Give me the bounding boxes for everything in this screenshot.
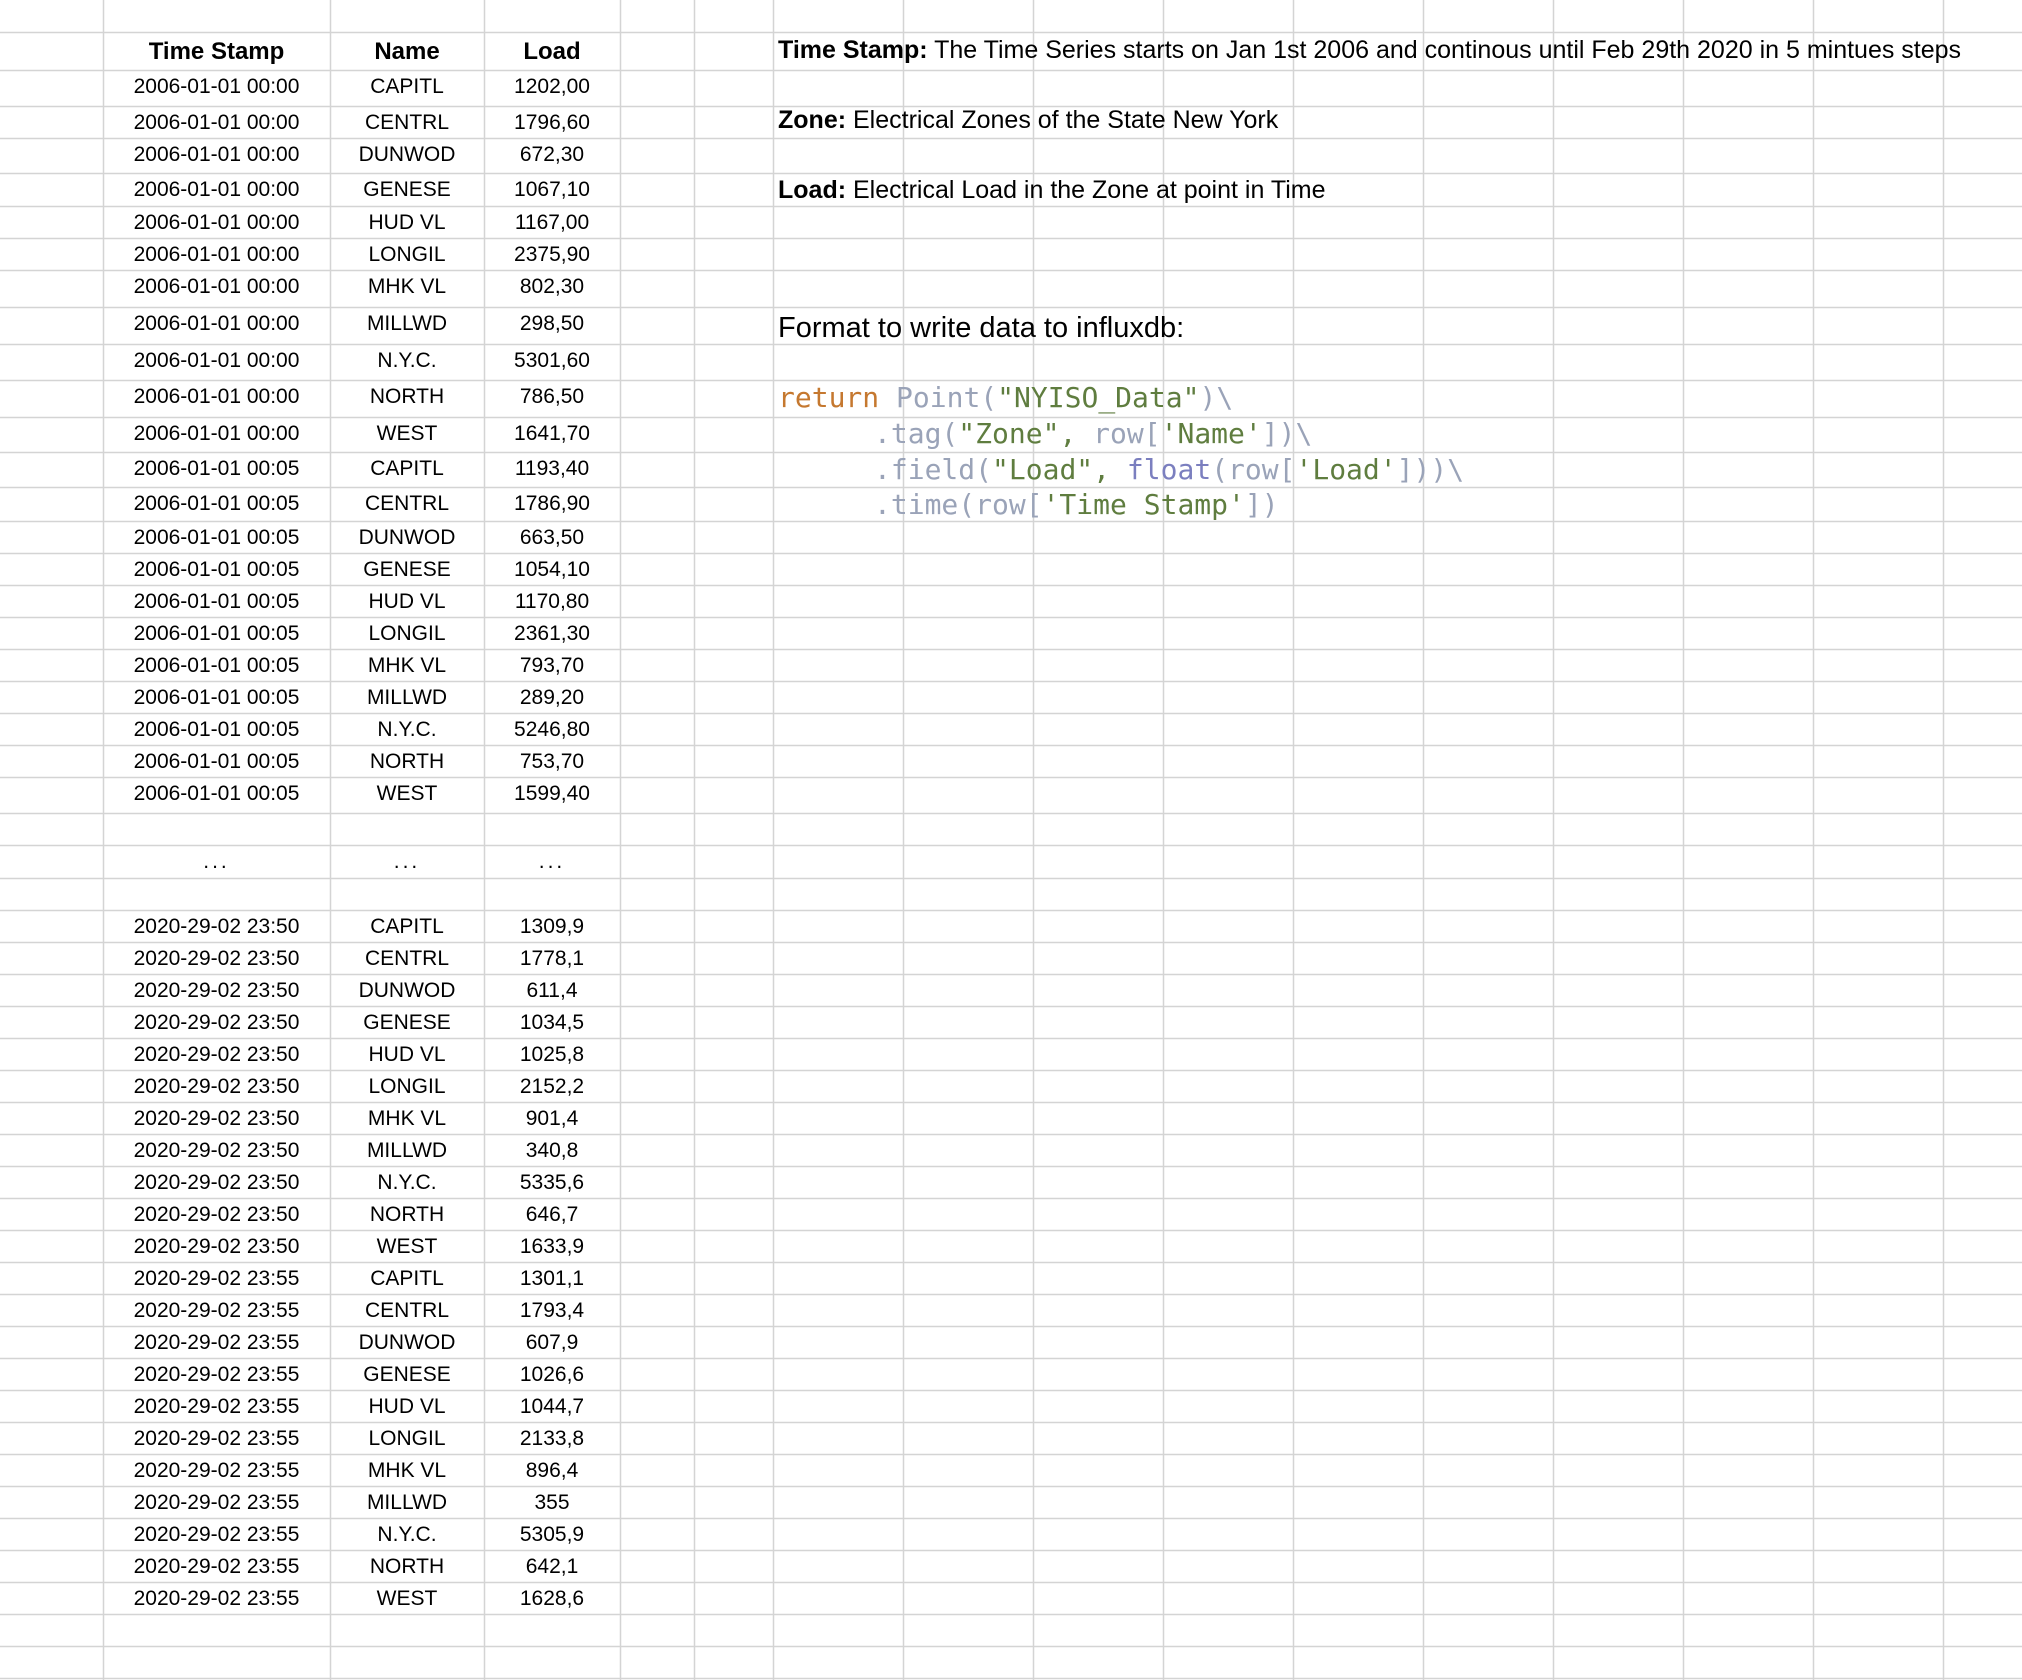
name-cell[interactable]: DUNWOD: [358, 142, 456, 166]
time-stamp-cell[interactable]: 2006-01-01 00:05: [133, 525, 300, 549]
code-line-3: [874, 453, 1465, 486]
code-token: .tag(: [874, 417, 959, 450]
load-cell[interactable]: 1793,4: [519, 1298, 585, 1322]
name-cell[interactable]: CENTRL: [364, 491, 449, 515]
name-cell[interactable]: HUD VL: [368, 210, 446, 234]
time-stamp-cell[interactable]: 2006-01-01 00:05: [133, 557, 300, 581]
load-cell[interactable]: 663,50: [519, 525, 585, 549]
load-cell[interactable]: 1309,9: [519, 914, 585, 938]
code-line-1: [778, 381, 1234, 414]
timestamp-note: [778, 38, 1961, 63]
load-cell[interactable]: 1044,7: [519, 1394, 585, 1418]
time-stamp-cell[interactable]: 2006-01-01 00:05: [133, 653, 300, 677]
name-cell[interactable]: LONGIL: [368, 1426, 446, 1450]
name-cell[interactable]: N.Y.C.: [377, 1170, 437, 1194]
time-stamp-cell[interactable]: 2006-01-01 00:00: [133, 110, 300, 134]
name-cell[interactable]: GENESE: [363, 557, 451, 581]
code-token: "Zone",: [958, 417, 1077, 450]
code-token: row[: [1076, 417, 1161, 450]
code-token: .field(: [874, 453, 993, 486]
load-cell[interactable]: 896,4: [525, 1458, 579, 1482]
name-cell[interactable]: HUD VL: [368, 1042, 446, 1066]
time-stamp-cell[interactable]: 2020-29-02 23:55: [133, 1330, 300, 1354]
load-cell[interactable]: 1641,70: [514, 421, 590, 445]
time-stamp-cell[interactable]: 2006-01-01 00:00: [133, 210, 300, 234]
time-stamp-cell[interactable]: 2006-01-01 00:05: [133, 749, 300, 773]
time-stamp-cell[interactable]: 2006-01-01 00:00: [133, 177, 300, 201]
name-cell[interactable]: GENESE: [363, 177, 451, 201]
load-cell[interactable]: 2133,8: [519, 1426, 585, 1450]
time-stamp-cell[interactable]: 2020-29-02 23:55: [133, 1362, 300, 1386]
time-stamp-cell[interactable]: 2006-01-01 00:05: [133, 589, 300, 613]
zone-note-label: Zone:: [778, 106, 847, 134]
time-stamp-cell[interactable]: 2020-29-02 23:50: [133, 1042, 300, 1066]
time-stamp-cell[interactable]: 2020-29-02 23:50: [133, 1234, 300, 1258]
load-cell[interactable]: 1202,00: [514, 74, 590, 98]
load-cell[interactable]: 1026,6: [519, 1362, 585, 1386]
name-cell[interactable]: DUNWOD: [358, 978, 456, 1002]
load-cell[interactable]: 611,4: [526, 978, 578, 1002]
load-cell[interactable]: 289,20: [519, 685, 585, 709]
load-cell[interactable]: 1778,1: [519, 946, 585, 970]
zone-note: [778, 108, 1278, 133]
name-cell[interactable]: WEST: [376, 781, 438, 805]
header-name[interactable]: Name: [374, 38, 440, 65]
time-stamp-cell[interactable]: 2020-29-02 23:55: [133, 1298, 300, 1322]
load-cell[interactable]: 5246,80: [514, 717, 590, 741]
load-cell[interactable]: 1167,00: [514, 210, 590, 234]
code-token: 'Time Stamp': [1042, 488, 1245, 521]
code-token: ]): [1244, 488, 1279, 521]
time-stamp-cell[interactable]: 2006-01-01 00:00: [133, 242, 300, 266]
time-stamp-cell[interactable]: 2006-01-01 00:00: [133, 311, 300, 335]
code-token: "NYISO_Data": [997, 381, 1200, 414]
code-token: 'Load': [1295, 453, 1397, 486]
time-stamp-cell[interactable]: 2020-29-02 23:55: [133, 1458, 300, 1482]
load-cell[interactable]: 340,8: [525, 1138, 579, 1162]
time-stamp-cell[interactable]: 2006-01-01 00:00: [133, 421, 300, 445]
time-stamp-cell[interactable]: 2006-01-01 00:00: [133, 74, 300, 98]
load-cell[interactable]: 802,30: [519, 274, 585, 298]
time-stamp-cell[interactable]: 2020-29-02 23:50: [133, 1202, 300, 1226]
code-token: ])\: [1261, 417, 1313, 450]
load-note: [778, 178, 1325, 203]
load-cell[interactable]: 355: [534, 1490, 570, 1514]
time-stamp-cell[interactable]: 2006-01-01 00:05: [133, 621, 300, 645]
time-stamp-cell[interactable]: 2020-29-02 23:55: [133, 1586, 300, 1610]
load-cell[interactable]: 607,9: [525, 1330, 579, 1354]
code-token: 'Name': [1160, 417, 1262, 450]
code-token: float: [1110, 453, 1212, 486]
load-cell[interactable]: 1193,40: [514, 456, 590, 480]
name-cell[interactable]: MHK VL: [367, 1106, 447, 1130]
name-cell[interactable]: CENTRL: [364, 110, 449, 134]
code-token: ]))\: [1396, 453, 1465, 486]
name-cell[interactable]: N.Y.C.: [377, 1522, 437, 1546]
name-cell[interactable]: HUD VL: [368, 589, 446, 613]
time-stamp-cell[interactable]: 2006-01-01 00:05: [133, 685, 300, 709]
zone-note-text: Electrical Zones of the State New York: [846, 106, 1279, 134]
name-cell[interactable]: N.Y.C.: [377, 348, 437, 372]
load-cell[interactable]: 786,50: [519, 384, 585, 408]
load-cell[interactable]: 793,70: [519, 653, 585, 677]
time-stamp-cell[interactable]: 2020-29-02 23:55: [133, 1490, 300, 1514]
time-stamp-cell[interactable]: 2020-29-02 23:50: [133, 978, 300, 1002]
name-cell[interactable]: DUNWOD: [358, 525, 456, 549]
code-token: Point(: [879, 381, 998, 414]
time-stamp-cell[interactable]: 2020-29-02 23:55: [133, 1394, 300, 1418]
load-cell[interactable]: 1786,90: [514, 491, 590, 515]
code-token: return: [778, 381, 880, 414]
code-token: "Load",: [992, 453, 1111, 486]
time-stamp-cell[interactable]: 2006-01-01 00:00: [133, 142, 300, 166]
load-cell[interactable]: 1025,8: [519, 1042, 585, 1066]
ellipsis-cell[interactable]: ...: [538, 849, 566, 873]
name-cell[interactable]: WEST: [376, 421, 438, 445]
time-stamp-cell[interactable]: 2006-01-01 00:00: [133, 384, 300, 408]
time-stamp-cell[interactable]: 2020-29-02 23:50: [133, 946, 300, 970]
time-stamp-cell[interactable]: 2006-01-01 00:00: [133, 274, 300, 298]
name-cell[interactable]: LONGIL: [368, 621, 446, 645]
code-token: (row[: [1211, 453, 1296, 486]
load-cell[interactable]: 2375,90: [514, 242, 590, 266]
name-cell[interactable]: MHK VL: [367, 274, 447, 298]
timestamp-note-label: Time Stamp:: [778, 36, 928, 64]
load-cell[interactable]: 1633,9: [519, 1234, 585, 1258]
name-cell[interactable]: NORTH: [369, 384, 445, 408]
name-cell[interactable]: GENESE: [363, 1010, 451, 1034]
name-cell[interactable]: MILLWD: [366, 1490, 448, 1514]
load-note-label: Load:: [778, 176, 847, 204]
load-cell[interactable]: 5301,60: [514, 348, 590, 372]
load-cell[interactable]: 1034,5: [519, 1010, 585, 1034]
name-cell[interactable]: NORTH: [369, 1202, 445, 1226]
code-line-4: [874, 488, 1279, 521]
name-cell[interactable]: LONGIL: [368, 1074, 446, 1098]
load-cell[interactable]: 672,30: [519, 142, 585, 166]
time-stamp-cell[interactable]: 2006-01-01 00:05: [133, 491, 300, 515]
name-cell[interactable]: LONGIL: [368, 242, 446, 266]
load-cell[interactable]: 1067,10: [514, 177, 590, 201]
time-stamp-cell[interactable]: 2006-01-01 00:05: [133, 717, 300, 741]
load-note-text: Electrical Load in the Zone at point in Time: [846, 176, 1326, 204]
load-cell[interactable]: 753,70: [519, 749, 585, 773]
time-stamp-cell[interactable]: 2020-29-02 23:55: [133, 1554, 300, 1578]
time-stamp-cell[interactable]: 2006-01-01 00:05: [133, 456, 300, 480]
time-stamp-cell[interactable]: 2020-29-02 23:55: [133, 1426, 300, 1450]
format-title: Format to write data to influxdb:: [778, 312, 1185, 344]
name-cell[interactable]: CAPITL: [370, 74, 444, 98]
name-cell[interactable]: NORTH: [369, 1554, 445, 1578]
name-cell[interactable]: MILLWD: [366, 1138, 448, 1162]
time-stamp-cell[interactable]: 2020-29-02 23:50: [133, 1170, 300, 1194]
name-cell[interactable]: CAPITL: [370, 456, 444, 480]
load-cell[interactable]: 5335,6: [519, 1170, 585, 1194]
code-line-2: [874, 417, 1313, 450]
load-cell[interactable]: 1796,60: [514, 110, 590, 134]
code-token: .time(row[: [874, 488, 1043, 521]
ellipsis-cell[interactable]: ...: [393, 849, 421, 873]
name-cell[interactable]: CAPITL: [370, 1266, 444, 1290]
name-cell[interactable]: WEST: [376, 1234, 438, 1258]
load-cell[interactable]: 1054,10: [514, 557, 590, 581]
load-cell[interactable]: 646,7: [525, 1202, 579, 1226]
load-cell[interactable]: 2152,2: [519, 1074, 585, 1098]
name-cell[interactable]: NORTH: [369, 749, 445, 773]
load-cell[interactable]: 642,1: [525, 1554, 579, 1578]
header-load[interactable]: Load: [523, 38, 581, 65]
load-cell[interactable]: 1301,1: [519, 1266, 585, 1290]
name-cell[interactable]: GENESE: [363, 1362, 451, 1386]
name-cell[interactable]: CAPITL: [370, 914, 444, 938]
load-cell[interactable]: 1170,80: [514, 589, 590, 613]
name-cell[interactable]: CENTRL: [364, 1298, 449, 1322]
time-stamp-cell[interactable]: 2020-29-02 23:50: [133, 1010, 300, 1034]
name-cell[interactable]: N.Y.C.: [377, 717, 437, 741]
name-cell[interactable]: CENTRL: [364, 946, 449, 970]
name-cell[interactable]: WEST: [376, 1586, 438, 1610]
load-cell[interactable]: 2361,30: [514, 621, 590, 645]
time-stamp-cell[interactable]: 2020-29-02 23:55: [133, 1266, 300, 1290]
load-cell[interactable]: 298,50: [519, 311, 585, 335]
time-stamp-cell[interactable]: 2020-29-02 23:55: [133, 1522, 300, 1546]
time-stamp-cell[interactable]: 2006-01-01 00:00: [133, 348, 300, 372]
name-cell[interactable]: MHK VL: [367, 653, 447, 677]
header-time-stamp[interactable]: Time Stamp: [148, 38, 285, 65]
code-token: )\: [1199, 381, 1234, 414]
name-cell[interactable]: MILLWD: [366, 685, 448, 709]
load-cell[interactable]: 5305,9: [519, 1522, 585, 1546]
time-stamp-cell[interactable]: 2020-29-02 23:50: [133, 1138, 300, 1162]
name-cell[interactable]: DUNWOD: [358, 1330, 456, 1354]
name-cell[interactable]: MHK VL: [367, 1458, 447, 1482]
time-stamp-cell[interactable]: 2020-29-02 23:50: [133, 1074, 300, 1098]
ellipsis-cell[interactable]: ...: [203, 849, 230, 873]
name-cell[interactable]: HUD VL: [368, 1394, 446, 1418]
load-cell[interactable]: 901,4: [525, 1106, 579, 1130]
load-cell[interactable]: 1599,40: [514, 781, 590, 805]
time-stamp-cell[interactable]: 2006-01-01 00:05: [133, 781, 300, 805]
time-stamp-cell[interactable]: 2020-29-02 23:50: [133, 1106, 300, 1130]
time-stamp-cell[interactable]: 2020-29-02 23:50: [133, 914, 300, 938]
name-cell[interactable]: MILLWD: [366, 311, 448, 335]
load-cell[interactable]: 1628,6: [519, 1586, 585, 1610]
timestamp-note-text: The Time Series starts on Jan 1st 2006 and continous until Feb 29th 2020 in 5 mintues steps: [927, 36, 1962, 64]
